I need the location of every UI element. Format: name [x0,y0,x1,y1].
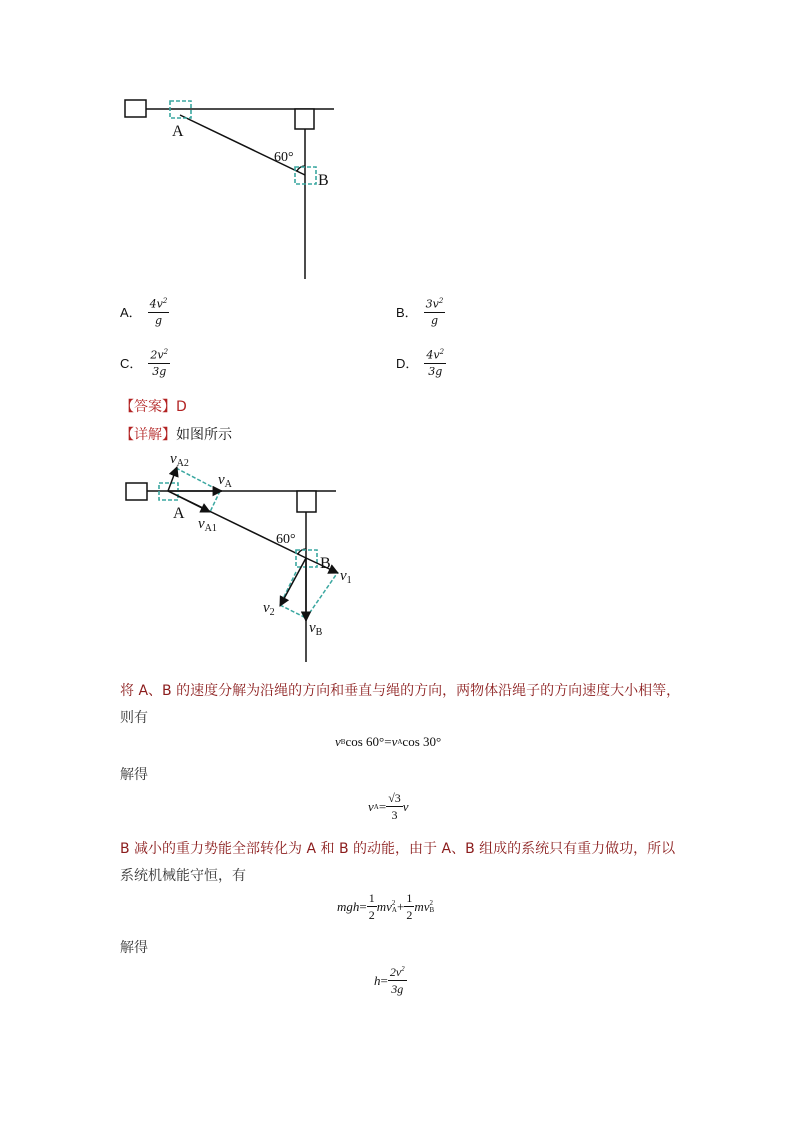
answer-label: 【答案】 [120,399,176,415]
para2-line1: B 减小的重力势能全部转化为 A 和 B 的动能，由于 A、B 组成的系统只有重力做功，所以 [120,841,676,857]
fig2-vectors [168,467,338,621]
fig2-label-vB: $v_B$ [309,620,323,638]
option-a-letter: A． [120,305,142,321]
option-c-fraction: $\frac{2v^2}{3g}$ [150,348,169,378]
fig1-pulley-block [295,109,314,129]
answer-value: D [176,399,187,415]
fig1-geometry [125,100,334,279]
equation-3: mgh = $\frac{1}{2}$ mv 2 A + $\frac{1}{2}$ mv 2 B [337,891,435,922]
fig1-label-A: A [172,123,184,140]
explanation-label: 【详解】 [120,427,176,443]
fig1-left-block [125,100,146,117]
fig2-pulley-block [297,491,316,512]
option-b-fraction: $\frac{3v^2}{g}$ [425,297,444,327]
option-d-letter: D． [396,356,419,372]
figure-2 [110,445,370,670]
fig1-rope [180,115,305,175]
equation-4: h = $\frac{2v^2}{3g}$ [374,965,405,996]
option-d-fraction: $\frac{4v^2}{3g}$ [426,348,445,378]
jiede-2: 解得 [120,940,148,956]
fig2-geometry [126,483,336,662]
para1-line2: 则有 [120,710,148,726]
fig1-label-angle: 60° [274,150,294,165]
equation-1: v B cos 60° = v A cos 30° [335,734,442,749]
equation-2: v A = $\frac{√3}{3}$ v [368,791,409,822]
explanation-line [120,424,232,444]
vector-vA2 [168,467,177,491]
option-d [396,349,446,377]
fig1-label-B: B [318,172,329,189]
option-c [120,349,170,377]
option-a-fraction: $\frac{4v^2}{g}$ [149,297,168,327]
fig2-label-vA1: $v_{A1}$ [198,516,217,534]
figure-1 [110,90,350,290]
para1-line1: 将 A、B 的速度分解为沿绳的方向和垂直与绳的方向，两物体沿绳子的方向速度大小相等， [120,683,681,699]
fig2-label-B: B [320,555,331,572]
fig2-label-v1: $v_1$ [340,568,352,586]
fig2-label-vA: $v_A$ [218,472,232,490]
answer-line [120,396,187,416]
vector-v2 [280,558,306,606]
explanation-text: 如图所示 [176,427,232,443]
fig2-label-A: A [173,505,185,522]
option-a [120,298,169,326]
fig2-label-angle: 60° [276,532,296,547]
option-b-letter: B． [396,305,418,321]
option-b [396,298,445,326]
fig2-left-block [126,483,147,500]
para2-line2: 系统机械能守恒，有 [120,868,246,884]
option-c-letter: C． [120,356,143,372]
fig2-label-v2: $v_2$ [263,600,275,618]
jiede-1: 解得 [120,767,148,783]
fig2-label-vA2: $v_{A2}$ [170,451,189,469]
